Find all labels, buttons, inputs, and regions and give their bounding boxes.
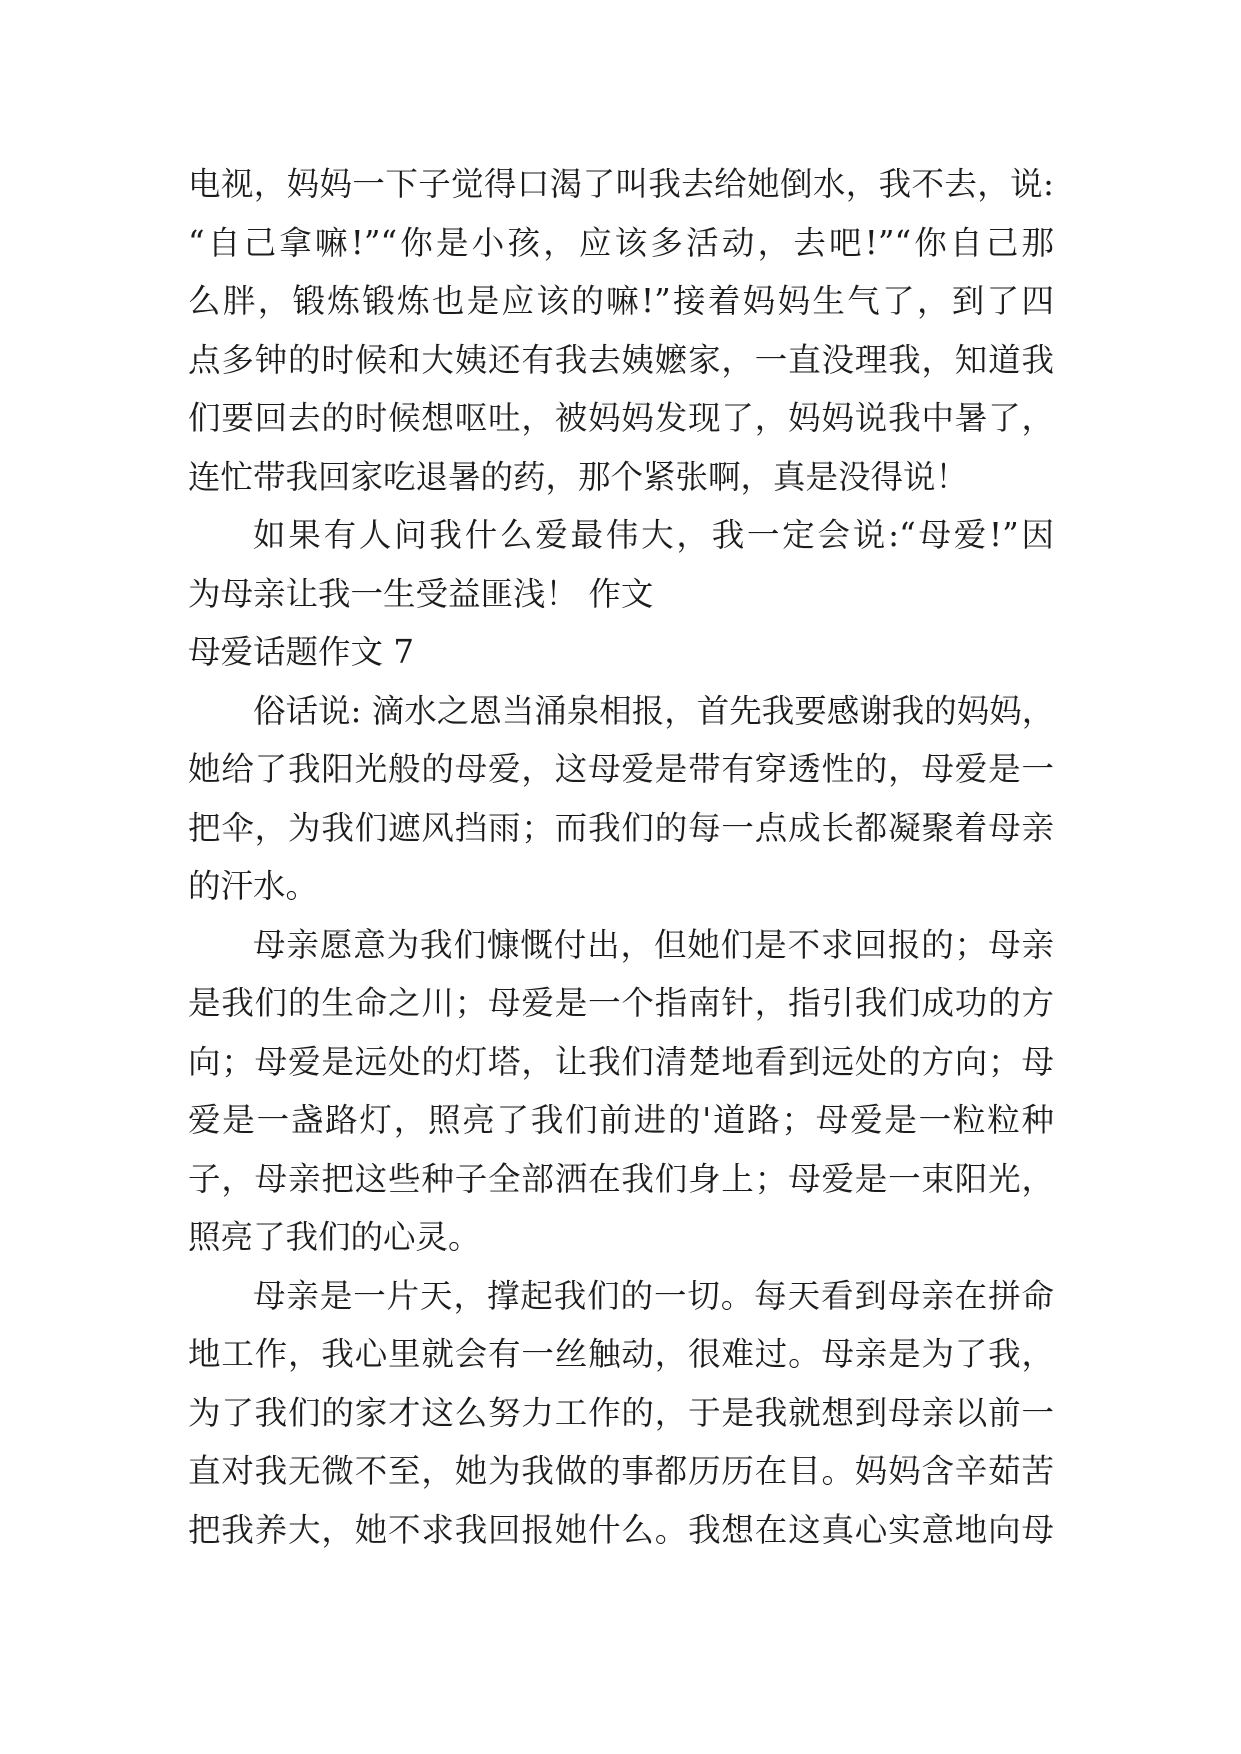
text-line: 照亮了我们的心灵。	[188, 1218, 481, 1256]
text-line: 向；母爱是远处的灯塔，让我们清楚地看到远处的方向；母	[188, 1042, 1054, 1081]
text-line: 为母亲让我一生受益匪浅！ 作文	[188, 574, 654, 613]
text-line: 把我养大，她不求我回报她什么。我想在这真心实意地向母	[188, 1510, 1054, 1549]
document-body	[188, 155, 1054, 1559]
text-line: 母亲愿意为我们慷慨付出，但她们是不求回报的；母亲	[253, 925, 1054, 964]
text-line: “自己拿嘛!”“你是小孩，应该多活动，去吧!”“你自己那	[188, 223, 1054, 262]
text-line: 么胖，锻炼锻炼也是应该的嘛!”接着妈妈生气了，到了四	[188, 282, 1054, 320]
text-line: 如果有人问我什么爱最伟大，我一定会说:“母爱!”因	[253, 516, 1054, 554]
text-line: 母亲是一片天，撑起我们的一切。每天看到母亲在拼命	[253, 1276, 1054, 1315]
text-line: 的汗水。	[188, 867, 319, 905]
paragraph	[188, 155, 1054, 506]
text-line: 点多钟的时候和大姨还有我去姨嬷家，一直没理我，知道我	[188, 340, 1054, 379]
text-line: 直对我无微不至，她为我做的事都历历在目。妈妈含辛茹苦	[188, 1452, 1054, 1490]
paragraph	[188, 682, 1054, 916]
text-line: 子，母亲把这些种子全部洒在我们身上；母爱是一束阳光，	[188, 1159, 1054, 1198]
text-line: 把伞，为我们遮风挡雨；而我们的每一点成长都凝聚着母亲	[188, 808, 1054, 847]
paragraph	[188, 916, 1054, 1267]
paragraph	[188, 1267, 1054, 1560]
text-line: 爱是一盏路灯，照亮了我们前进的'道路；母爱是一粒粒种	[188, 1101, 1054, 1139]
text-line: 电视，妈妈一下子觉得口渴了叫我去给她倒水，我不去，说:	[188, 165, 1054, 203]
paragraph	[188, 506, 1054, 623]
text-line: 连忙带我回家吃退暑的药，那个紧张啊，真是没得说！	[188, 457, 969, 496]
text-line: 为了我们的家才这么努力工作的，于是我就想到母亲以前一	[188, 1393, 1054, 1432]
text-line: 地工作，我心里就会有一丝触动，很难过。母亲是为了我，	[188, 1335, 1054, 1373]
text-line: 俗话说: 滴水之恩当涌泉相报，首先我要感谢我的妈妈，	[253, 691, 1055, 730]
section-heading: 母爱话题作文 7	[188, 633, 415, 671]
text-line: 是我们的生命之川；母爱是一个指南针，指引我们成功的方	[188, 984, 1054, 1022]
text-line: 她给了我阳光般的母爱，这母爱是带有穿透性的，母爱是一	[188, 750, 1054, 788]
text-line: 们要回去的时候想呕吐，被妈妈发现了，妈妈说我中暑了，	[188, 399, 1054, 437]
